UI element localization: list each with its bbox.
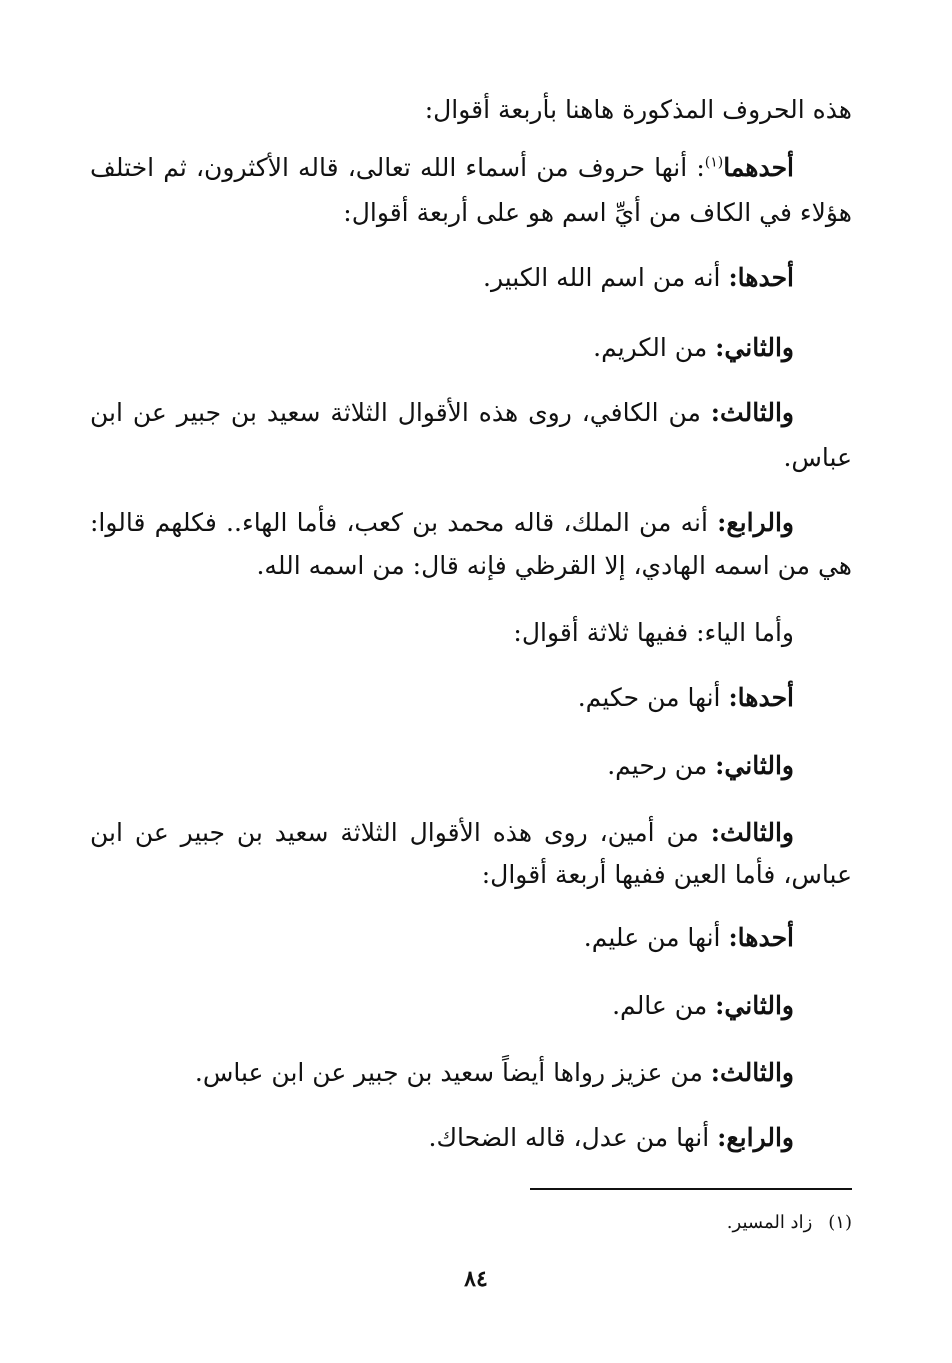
text-line-4: أحدها: أنه من اسم الله الكبير. <box>483 263 794 292</box>
text-line-10: وأما الياء: ففيها ثلاثة أقوال: <box>513 618 794 647</box>
line-label: والثالث: <box>710 398 794 427</box>
text-line-15: أحدها: أنها من عليم. <box>583 923 794 952</box>
footnote-marker: (١) <box>704 154 724 171</box>
text-line-18: والرابع: أنها من عدل، قاله الضحاك. <box>428 1123 794 1152</box>
text-line-6: والثالث: من الكافي، روى هذه الأقوال الثلاثة سعيد بن جبير عن ابن <box>90 398 794 427</box>
line-label: والثاني: <box>715 991 794 1020</box>
text-line-11: أحدها: أنها من حكيم. <box>577 683 794 712</box>
text-line-17: والثالث: من عزيز رواها أيضاً سعيد بن جبير عن ابن عباس. <box>194 1058 794 1087</box>
line-label: والرابع: <box>717 508 794 537</box>
line-label: والثاني: <box>715 333 794 362</box>
text-line-1: هذه الحروف المذكورة هاهنا بأربعة أقوال: <box>424 95 852 124</box>
line-label: أحدها: <box>728 683 794 712</box>
page-number: ٨٤ <box>464 1266 488 1292</box>
footnote-number: (١) <box>828 1212 852 1233</box>
text-line-3: هؤلاء في الكاف من أيِّ اسم هو على أربعة أقوال: <box>343 198 852 227</box>
line-label: أحدها: <box>728 923 794 952</box>
text-line-2: أحدهما$^{(١)}$: أنها حروف من أسماء الله تعالى، قاله الأكثرون، ثم اختلف <box>90 153 794 182</box>
text-line-5: والثاني: من الكريم. <box>593 333 794 362</box>
footnote-text: زاد المسير. <box>726 1212 813 1233</box>
line-label: أحدها: <box>728 263 794 292</box>
line-label: أحدهما <box>723 153 794 182</box>
text-line-13: والثالث: من أمين، روى هذه الأقوال الثلاثة سعيد بن جبير عن ابن <box>90 818 794 847</box>
footnote-divider <box>530 1188 852 1190</box>
line-label: والثاني: <box>715 751 794 780</box>
line-label: والثالث: <box>710 1058 794 1087</box>
text-line-7: عباس. <box>783 443 852 472</box>
text-line-9: هي من اسمه الهادي، إلا القرظي فإنه قال: من اسمه الله. <box>256 551 852 580</box>
line-label: والثالث: <box>710 818 794 847</box>
footnote <box>727 1212 852 1233</box>
text-line-14: عباس، فأما العين ففيها أربعة أقوال: <box>481 860 852 889</box>
text-line-16: والثاني: من عالم. <box>612 991 794 1020</box>
text-line-12: والثاني: من رحيم. <box>607 751 794 780</box>
line-label: والرابع: <box>717 1123 794 1152</box>
text-line-8: والرابع: أنه من الملك، قاله محمد بن كعب، فأما الهاء.. فكلهم قالوا: <box>90 508 794 537</box>
